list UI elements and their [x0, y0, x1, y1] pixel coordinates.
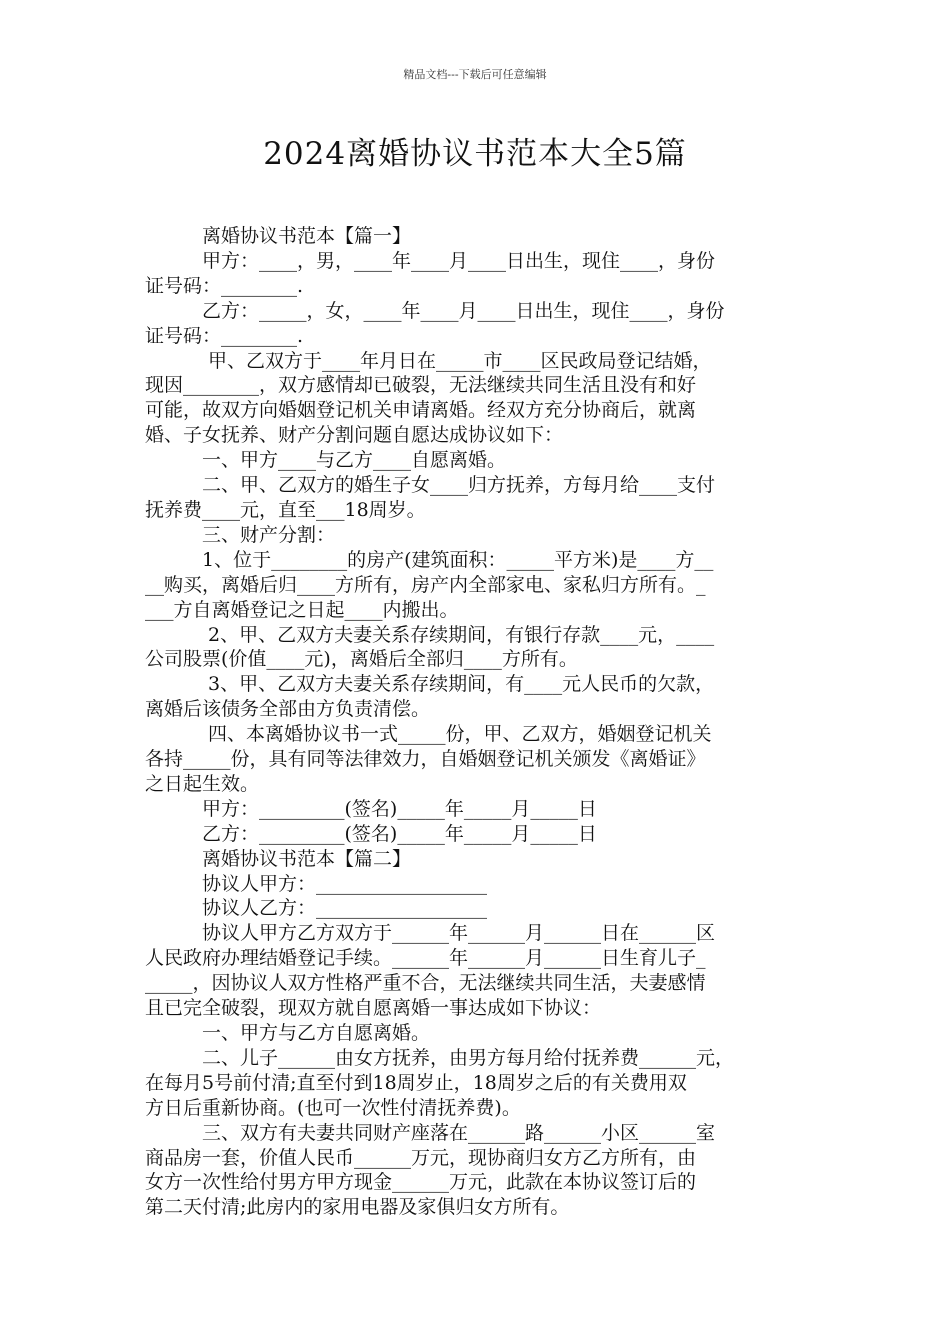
text-line: 二、儿子______由女方抚养，由男方每月给付抚养费______元， [202, 1046, 735, 1069]
text-line: 一、甲方与乙方自愿离婚。 [202, 1022, 431, 1044]
text-line: 人民政府办理结婚登记手续。______年______月______日生育儿子_ [145, 947, 706, 970]
text-line: 各持_____份，具有同等法律效力，自婚姻登记机关颁发《离婚证》 [145, 748, 706, 771]
text-line: 且已完全破裂，现双方就自愿离婚一事达成如下协议： [145, 997, 602, 1020]
text-line: 一、甲方____与乙方____自愿离婚。 [202, 449, 507, 472]
signature-line: 甲方：_________(签名)_____年_____月_____日 [202, 797, 597, 820]
text-line: 证号码：________. [145, 274, 304, 297]
text-line: 在每月5号前付清;直至付到18周岁止，18周岁之后的有关费用双 [145, 1071, 687, 1094]
text-line: 第二天付清;此房内的家用电器及家俱归女方所有。 [145, 1196, 570, 1219]
text-line: 2、甲、乙双方夫妻关系存续期间，有银行存款____元，____ [202, 623, 715, 646]
text-line: 四、本离婚协议书一式_____份，甲、乙双方，婚姻登记机关 [202, 723, 712, 746]
document-body [145, 224, 810, 1220]
text-line: 抚养费____元，直至___18周岁。 [145, 498, 426, 521]
page-header: 精品文档---下载后可任意编辑 [403, 68, 547, 81]
text-line: 离婚协议书范本【篇一】 [202, 225, 412, 247]
text-line: 1、位于________的房产(建筑面积：_____平方米)是____方__ [202, 548, 714, 571]
text-line: 3、甲、乙双方夫妻关系存续期间，有____元人民币的欠款， [202, 673, 715, 696]
text-line: _____，因协议人双方性格严重不合，无法继续共同生活，夫妻感情 [145, 972, 706, 995]
text-line: 女方一次性给付男方甲方现金______万元，此款在本协议签订后的 [145, 1171, 697, 1194]
text-line: 婚、子女抚养、财产分割问题自愿达成协议如下： [145, 424, 564, 447]
text-line: 方日后重新协商。(也可一次性付清抚养费)。 [145, 1096, 521, 1119]
text-line: 现因________，双方感情却已破裂，无法继续共同生活且没有和好 [145, 374, 697, 397]
text-line: ___方自离婚登记之日起____内搬出。 [145, 598, 459, 621]
text-line: 证号码：________. [145, 324, 304, 347]
text-line: 二、甲、乙双方的婚生子女____归方抚养，方每月给____支付 [202, 474, 716, 497]
text-line: 之日起生效。 [145, 772, 260, 795]
text-line: 甲、乙双方于____年月日在_____市____区民政局登记结婚， [202, 349, 712, 372]
text-line: __购买，离婚后归____方所有，房产内全部家电、家私归方所有。_ [145, 573, 706, 596]
text-line: 乙方：_____，女，____年____月____日出生，现住____，身份 [202, 299, 725, 322]
text-line: 公司股票(价值____元)，离婚后全部归____方所有。 [145, 648, 578, 671]
text-line: 离婚后该债务全部由方负责清偿。 [145, 698, 431, 721]
text-line: 三、双方有夫妻共同财产座落在______路______小区______室 [202, 1121, 716, 1144]
text-line: 协议人乙方：__________________ [202, 897, 488, 920]
text-line: 可能，故双方向婚姻登记机关申请离婚。经双方充分协商后，就离 [145, 399, 697, 422]
document-title: 2024离婚协议书范本大全5篇 [263, 136, 687, 172]
signature-line: 乙方：_________(签名)_____年_____月_____日 [202, 822, 597, 845]
section-heading: 离婚协议书范本【篇二】 [202, 847, 412, 870]
text-line: 甲方：____，男，____年____月____日出生，现住____，身份 [202, 249, 716, 272]
text-line: 三、财产分割： [202, 523, 336, 546]
text-line: 协议人甲方乙方双方于______年______月______日在______区 [202, 922, 716, 945]
text-line: 协议人甲方：__________________ [202, 872, 488, 895]
text-line: 商品房一套，价值人民币______万元，现协商归女方乙方所有，由 [145, 1146, 697, 1169]
